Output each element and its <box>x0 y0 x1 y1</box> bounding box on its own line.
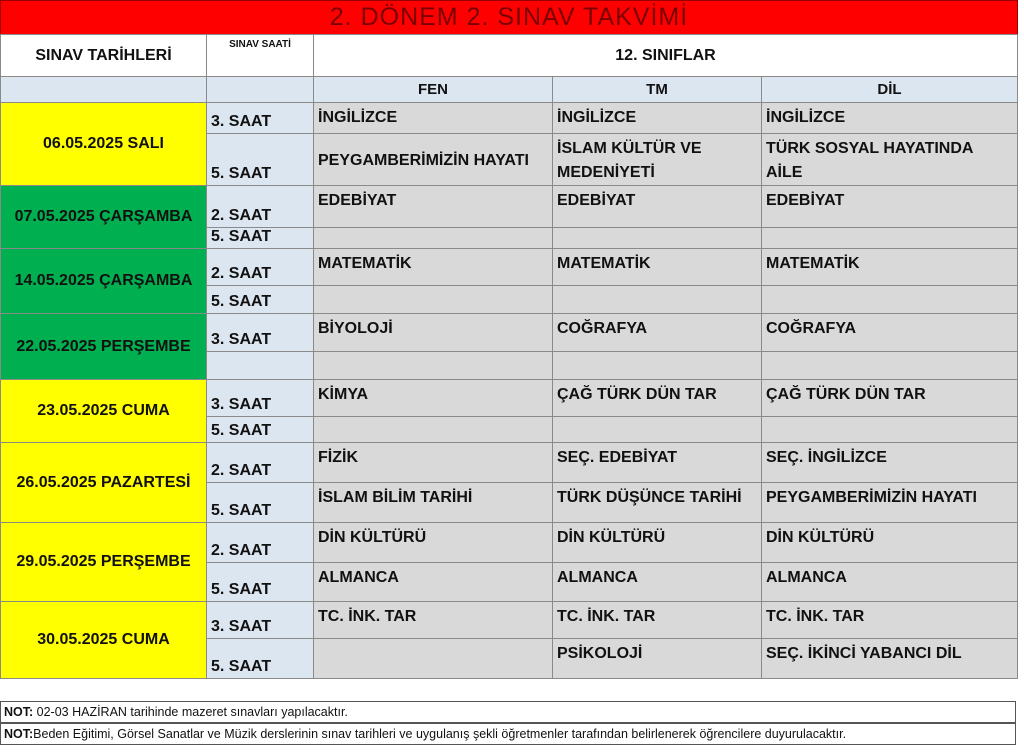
tm-subject <box>553 286 762 314</box>
exam-period: 2. SAAT <box>207 249 314 286</box>
note-text: 02-03 HAZİRAN tarihinde mazeret sınavları yapılacaktır. <box>33 705 348 719</box>
exam-period <box>207 352 314 380</box>
dil-subject: ÇAĞ TÜRK DÜN TAR <box>762 380 1018 417</box>
fen-subject: MATEMATİK <box>314 249 553 286</box>
exam-period: 5. SAAT <box>207 483 314 523</box>
tm-subject: PSİKOLOJİ <box>553 639 762 679</box>
schedule-row <box>1 602 1018 639</box>
tm-subject <box>553 352 762 380</box>
fen-subject: EDEBİYAT <box>314 186 553 228</box>
fen-subject: ALMANCA <box>314 563 553 602</box>
exam-schedule-table <box>0 34 1018 679</box>
empty-subheader <box>1 77 207 103</box>
column-tm: TM <box>553 77 762 103</box>
dil-subject: SEÇ. İKİNCİ YABANCI DİL <box>762 639 1018 679</box>
dil-subject: SEÇ. İNGİLİZCE <box>762 443 1018 483</box>
tm-subject: İSLAM KÜLTÜR VE MEDENİYETİ <box>553 134 762 186</box>
tm-subject: TC. İNK. TAR <box>553 602 762 639</box>
schedule-row <box>1 523 1018 563</box>
dil-subject: EDEBİYAT <box>762 186 1018 228</box>
tm-subject: SEÇ. EDEBİYAT <box>553 443 762 483</box>
schedule-row <box>1 249 1018 286</box>
tm-subject <box>553 417 762 443</box>
fen-subject <box>314 639 553 679</box>
tm-subject: TÜRK DÜŞÜNCE TARİHİ <box>553 483 762 523</box>
classes-header: 12. SINIFLAR <box>314 35 1018 77</box>
exam-period: 5. SAAT <box>207 286 314 314</box>
exam-date: 29.05.2025 PERŞEMBE <box>1 523 207 602</box>
fen-subject: FİZİK <box>314 443 553 483</box>
dil-subject <box>762 286 1018 314</box>
tm-subject: ALMANCA <box>553 563 762 602</box>
exam-period: 2. SAAT <box>207 186 314 228</box>
dil-subject <box>762 228 1018 249</box>
note-makeup-exams <box>0 701 1016 723</box>
exam-period: 3. SAAT <box>207 380 314 417</box>
dil-subject: COĞRAFYA <box>762 314 1018 352</box>
fen-subject: DİN KÜLTÜRÜ <box>314 523 553 563</box>
tm-subject: COĞRAFYA <box>553 314 762 352</box>
dil-subject: MATEMATİK <box>762 249 1018 286</box>
tm-subject <box>553 228 762 249</box>
exam-date: 30.05.2025 CUMA <box>1 602 207 679</box>
fen-subject: İSLAM BİLİM TARİHİ <box>314 483 553 523</box>
tm-subject: MATEMATİK <box>553 249 762 286</box>
dil-subject: TC. İNK. TAR <box>762 602 1018 639</box>
dil-subject: TÜRK SOSYAL HAYATINDA AİLE <box>762 134 1018 186</box>
dil-subject: DİN KÜLTÜRÜ <box>762 523 1018 563</box>
fen-subject <box>314 417 553 443</box>
note-text: Beden Eğitimi, Görsel Sanatlar ve Müzik derslerinin sınav tarihleri ve uygulanış şekli öğretmenler tarafından belirlenerek öğrencilere duyurulacaktır. <box>33 727 847 741</box>
note-practical-exams <box>0 723 1016 745</box>
exam-date: 26.05.2025 PAZARTESİ <box>1 443 207 523</box>
exam-period: 3. SAAT <box>207 314 314 352</box>
fen-subject: KİMYA <box>314 380 553 417</box>
fen-subject: TC. İNK. TAR <box>314 602 553 639</box>
exam-period: 5. SAAT <box>207 134 314 186</box>
page-title: 2. DÖNEM 2. SINAV TAKVİMİ <box>0 0 1018 35</box>
exam-period: 3. SAAT <box>207 602 314 639</box>
exam-date: 22.05.2025 PERŞEMBE <box>1 314 207 380</box>
empty-subheader <box>207 77 314 103</box>
tm-subject: ÇAĞ TÜRK DÜN TAR <box>553 380 762 417</box>
schedule-row <box>1 314 1018 352</box>
exam-date: 23.05.2025 CUMA <box>1 380 207 443</box>
schedule-row <box>1 186 1018 228</box>
tm-subject: İNGİLİZCE <box>553 103 762 134</box>
fen-subject <box>314 286 553 314</box>
exam-date: 06.05.2025 SALI <box>1 103 207 186</box>
fen-subject <box>314 228 553 249</box>
column-dil: DİL <box>762 77 1018 103</box>
time-header: SINAV SAATİ <box>207 35 314 77</box>
fen-subject: BİYOLOJİ <box>314 314 553 352</box>
fen-subject: İNGİLİZCE <box>314 103 553 134</box>
dates-header: SINAV TARİHLERİ <box>1 35 207 77</box>
schedule-row <box>1 103 1018 134</box>
exam-period: 2. SAAT <box>207 443 314 483</box>
fen-subject: PEYGAMBERİMİZİN HAYATI <box>314 134 553 186</box>
tm-subject: DİN KÜLTÜRÜ <box>553 523 762 563</box>
dil-subject: İNGİLİZCE <box>762 103 1018 134</box>
dil-subject: ALMANCA <box>762 563 1018 602</box>
exam-period: 5. SAAT <box>207 417 314 443</box>
exam-period: 5. SAAT <box>207 563 314 602</box>
exam-date: 07.05.2025 ÇARŞAMBA <box>1 186 207 249</box>
exam-date: 14.05.2025 ÇARŞAMBA <box>1 249 207 314</box>
schedule-row <box>1 443 1018 483</box>
fen-subject <box>314 352 553 380</box>
note-label: NOT: <box>4 705 34 719</box>
schedule-row <box>1 380 1018 417</box>
exam-period: 5. SAAT <box>207 228 314 249</box>
exam-period: 5. SAAT <box>207 639 314 679</box>
notes-section <box>0 701 1016 745</box>
dil-subject <box>762 352 1018 380</box>
dil-subject: PEYGAMBERİMİZİN HAYATI <box>762 483 1018 523</box>
exam-period: 3. SAAT <box>207 103 314 134</box>
tm-subject: EDEBİYAT <box>553 186 762 228</box>
dil-subject <box>762 417 1018 443</box>
column-fen: FEN <box>314 77 553 103</box>
exam-period: 2. SAAT <box>207 523 314 563</box>
note-label: NOT: <box>4 727 34 741</box>
